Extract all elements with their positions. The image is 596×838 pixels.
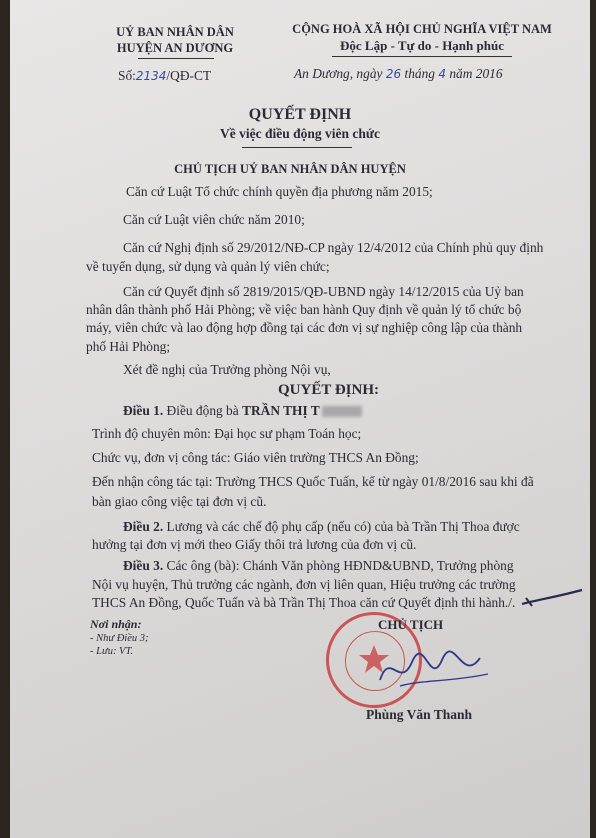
handwritten-checkmark [518, 586, 588, 610]
preamble-line: Căn cứ Quyết định số 2819/2015/QĐ-UBND ngày 14/12/2015 của Uỷ ban [123, 284, 524, 299]
org-name-line2: HUYỆN AN DƯƠNG [116, 41, 234, 55]
preamble-line: nhân dân thành phố Hải Phòng; về việc ban hành Quy định về quản lý tổ chức bộ [86, 302, 522, 317]
article-1-line: Chức vụ, đơn vị công tác: Giáo viên trường THCS An Đồng; [92, 450, 419, 465]
article-3-label: Điều 3. [123, 558, 164, 573]
recipient-item: - Lưu: VT. [90, 646, 134, 657]
country-name: CỘNG HOÀ XÃ HỘI CHỦ NGHĨA VIỆT NAM [292, 22, 552, 36]
number-handwritten: 2134 [135, 69, 167, 83]
date-day: 26 [385, 67, 402, 81]
org-underline [138, 58, 214, 59]
preamble-line: Xét đề nghị của Trưởng phòng Nội vụ, [123, 362, 331, 377]
document-number [118, 68, 211, 84]
date-month-label: tháng [404, 66, 435, 81]
article-1-name: TRẦN THỊ T [242, 403, 320, 418]
article-2-text: Lương và các chế độ phụ cấp (nếu có) của bà Trần Thị Thoa được [166, 519, 520, 534]
org-name-line1: UỶ BAN NHÂN DÂN [116, 25, 234, 39]
preamble-line: phố Hải Phòng; [86, 339, 171, 354]
handwritten-signature [370, 640, 500, 700]
article-1-label: Điều 1. [123, 403, 164, 418]
signer-name: Phùng Văn Thanh [366, 707, 473, 722]
article-3-line: THCS An Đồng, Quốc Tuấn và bà Trần Thị Thoa căn cứ Quyết định thi hành./. [92, 595, 516, 610]
article-1-line: Trình độ chuyên môn: Đại học sư phạm Toán học; [92, 426, 362, 441]
date-place: An Dương, ngày [294, 66, 383, 81]
preamble-line: Căn cứ Luật viên chức năm 2010; [123, 212, 305, 227]
document-title: QUYẾT ĐỊNH [248, 106, 352, 123]
redacted-name-blur [322, 406, 362, 417]
article-3-text: Các ông (bà): Chánh Văn phòng HĐND&UBND, Trưởng phòng [166, 558, 514, 573]
article-1 [123, 403, 362, 419]
country-motto: Độc Lập - Tự do - Hạnh phúc [340, 38, 504, 53]
article-1-line: bàn giao công việc tại đơn vị cũ. [92, 494, 267, 509]
number-prefix: Số: [118, 68, 136, 83]
document-date [294, 66, 503, 82]
motto-underline [332, 56, 512, 57]
preamble-line: về tuyển dụng, sử dụng và quản lý viên chức; [86, 259, 330, 274]
recipients-heading: Nơi nhận: [90, 617, 142, 631]
issuing-authority: CHỦ TỊCH UỶ BAN NHÂN DÂN HUYỆN [174, 162, 406, 176]
subtitle-underline [242, 147, 352, 148]
signer-title: CHỦ TỊCH [378, 617, 444, 632]
article-2-label: Điều 2. [123, 519, 164, 534]
article-1-text: Điều động bà [166, 403, 239, 418]
article-3-line: Nội vụ huyện, Thủ trưởng các ngành, đơn vị liên quan, Hiệu trưởng các trường [92, 577, 516, 592]
article-2 [123, 519, 520, 535]
number-suffix: /QĐ-CT [166, 68, 212, 83]
preamble-line: Căn cứ Nghị định số 29/2012/NĐ-CP ngày 12/4/2012 của Chính phủ quy định [123, 240, 544, 255]
article-3 [123, 558, 514, 574]
date-month: 4 [438, 67, 446, 81]
preamble-line: máy, viên chức và lao động hợp đồng tại các đơn vị sự nghiệp công lập của thành [86, 320, 523, 335]
decision-heading: QUYẾT ĐỊNH: [278, 382, 379, 398]
preamble-line: Căn cứ Luật Tổ chức chính quyền địa phương năm 2015; [126, 184, 433, 199]
document-subtitle: Về việc điều động viên chức [220, 126, 380, 141]
document-page [10, 0, 590, 838]
article-2-line: hưởng tại đơn vị mới theo Giấy thôi trả lương của đơn vị cũ. [92, 537, 417, 552]
date-year: năm 2016 [449, 66, 503, 81]
article-1-line: Đến nhận công tác tại: Trường THCS Quốc Tuấn, kể từ ngày 01/8/2016 sau khi đã [92, 474, 534, 489]
recipient-item: - Như Điều 3; [90, 633, 149, 644]
